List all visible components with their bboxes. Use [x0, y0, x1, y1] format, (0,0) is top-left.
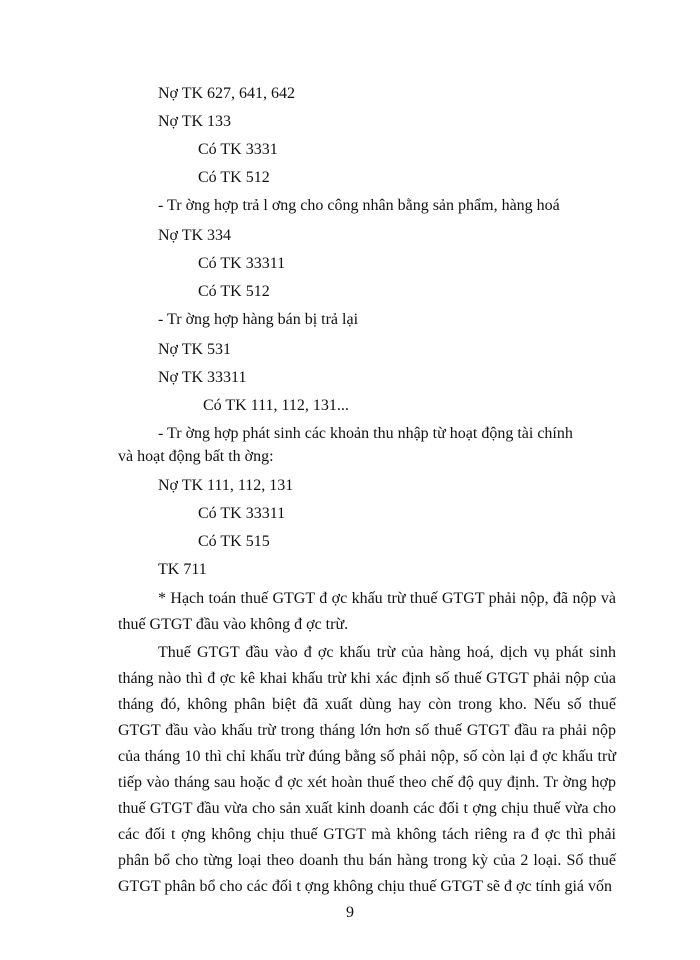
journal-entry-line: Có TK 111, 112, 131... [203, 397, 349, 414]
case-heading-continuation: và hoạt động bất th ờng: [118, 448, 274, 465]
journal-entry-line: Nợ TK 627, 641, 642 [158, 85, 296, 102]
body-paragraph: Thuế GTGT đầu vào đ ợc khấu trừ của hàng hoá, dịch vụ phát sinh tháng nào thì đ ợc kê khai khấu trừ khi xác định số thuế GTGT phải nộp của tháng đó, không phân biệt đã xuất dùng hay còn trong kho. Nếu số thuế GTGT đầu vào khấu trừ trong tháng lớn hơn số thuế GTGT đầu ra phải nộp của tháng 10 thì chỉ khấu trừ đúng bằng số phải nộp, số còn lại đ ợc khấu trừ tiếp vào tháng sau hoặc đ ợc xét hoàn thuế theo chế độ quy định. Tr ờng hợp thuế GTGT đầu vừa cho sản xuất kinh doanh các đối t ợng chịu thuế vừa cho các đối t ợng không chịu thuế GTGT mà không tách riêng ra đ ợc thì phải phân bổ cho từng loại theo doanh thu bán hàng trong kỳ của 2 loại. Số thuế GTGT phân bổ cho các đối t ợng không chịu thuế GTGT sẽ đ ợc tính giá vốn [118, 644, 616, 895]
journal-entry-line: Nợ TK 334 [158, 227, 232, 244]
journal-entry-line: Có TK 3331 [198, 141, 278, 158]
case-heading: - Tr ờng hợp phát sinh các khoản thu nhập từ hoạt động tài chính [158, 425, 573, 442]
journal-entry-line: Nợ TK 33311 [158, 369, 247, 386]
case-heading: - Tr ờng hợp trả l ơng cho công nhân bằng sản phẩm, hàng hoá [158, 197, 560, 214]
journal-entry-line: Có TK 512 [198, 169, 270, 186]
accounting-heading: * Hạch toán thuế GTGT đ ợc khấu trừ thuế GTGT phải nộp, đã nộp và thuế GTGT đầu vào không đ ợc trừ. [118, 590, 616, 633]
journal-entry-line: Có TK 33311 [198, 505, 286, 522]
journal-entry-line: TK 711 [158, 561, 207, 578]
page-number: 9 [346, 904, 354, 921]
journal-entry-line: Có TK 512 [198, 283, 270, 300]
case-heading: - Tr ờng hợp hàng bán bị trả lại [158, 311, 359, 328]
journal-entry-line: Nợ TK 531 [158, 341, 232, 358]
journal-entry-line: Có TK 33311 [198, 255, 286, 272]
journal-entry-line: Nợ TK 133 [158, 113, 232, 130]
journal-entry-line: Có TK 515 [198, 533, 270, 550]
journal-entry-line: Nợ TK 111, 112, 131 [158, 477, 294, 494]
